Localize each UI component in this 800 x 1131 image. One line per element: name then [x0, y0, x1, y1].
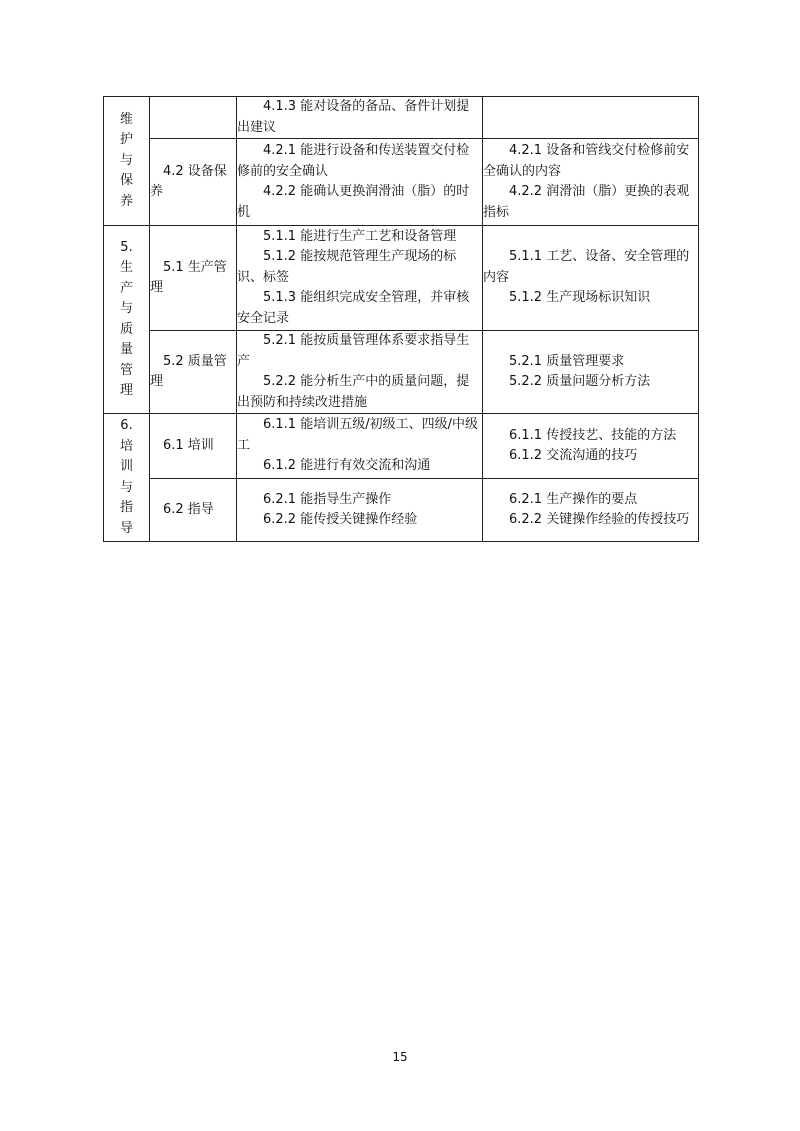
table-row [104, 414, 699, 479]
unit-cell [150, 97, 237, 139]
knowledge-item: 6.2.1 生产操作的要点 [509, 491, 638, 507]
knowledge-cell [483, 479, 699, 542]
knowledge-item: 5.2.2 质量问题分析方法 [509, 374, 651, 389]
skill-item: 4.2.2 能确认更换润滑油（脂）的时机 [237, 184, 470, 220]
unit-cell: 6.1 培训 [150, 414, 237, 479]
knowledge-item: 4.2.1 设备和管线交付检修前安全确认的内容 [483, 143, 690, 179]
knowledge-item: 6.1.1 传授技艺、技能的方法 [509, 427, 677, 443]
page-number: 15 [392, 1050, 408, 1064]
table-row [104, 226, 699, 331]
skill-item: 6.1.2 能进行有效交流和沟通 [263, 458, 431, 474]
skill-item: 5.1.1 能进行生产工艺和设备管理 [263, 228, 457, 244]
knowledge-item: 5.1.1 工艺、设备、安全管理的内容 [483, 249, 690, 285]
skill-cell [237, 226, 483, 331]
domain-cell: 维 护 与 保 养 [104, 97, 150, 226]
skill-item: 4.2.1 能进行设备和传送装置交付检修前的安全确认 [237, 143, 470, 179]
knowledge-item: 5.1.2 生产现场标识知识 [509, 290, 651, 306]
skill-item: 5.1.2 能按规范管理生产现场的标识、标签 [237, 249, 457, 285]
knowledge-item: 6.2.2 关键操作经验的传授技巧 [509, 512, 690, 527]
skill-item: 5.2.2 能分析生产中的质量问题，提出预防和持续改进措施 [237, 374, 470, 410]
knowledge-cell [483, 97, 699, 139]
unit-cell: 6.2 指导 [150, 479, 237, 542]
knowledge-item: 5.2.1 质量管理要求 [509, 353, 625, 369]
table-row [104, 331, 699, 414]
unit-cell: 5.2 质量管理 [150, 331, 237, 414]
knowledge-item: 4.2.2 润滑油（脂）更换的表观指标 [483, 184, 690, 220]
skill-item: 6.2.1 能指导生产操作 [263, 491, 392, 507]
knowledge-cell [483, 226, 699, 331]
unit-cell: 4.2 设备保养 [150, 139, 237, 226]
table-row [104, 479, 699, 542]
domain-cell: 5. 生 产 与 质 量 管 理 [104, 226, 150, 414]
skill-item: 5.2.1 能按质量管理体系要求指导生产 [237, 333, 470, 369]
skill-item: 4.1.3 能对设备的备品、备件计划提出建议 [237, 99, 470, 135]
skill-cell [237, 479, 483, 542]
skill-item: 6.1.1 能培训五级/初级工、四级/中级工 [237, 417, 478, 453]
domain-cell: 6. 培 训 与 指 导 [104, 414, 150, 542]
skills-table-body [104, 97, 699, 542]
skills-table [103, 96, 699, 542]
skill-cell [237, 97, 483, 139]
skill-cell [237, 414, 483, 479]
skill-item: 6.2.2 能传授关键操作经验 [263, 512, 418, 527]
skill-item: 5.1.3 能组织完成安全管理，并审核安全记录 [237, 290, 470, 326]
table-row [104, 97, 699, 139]
knowledge-cell [483, 139, 699, 226]
table-row [104, 139, 699, 226]
knowledge-cell [483, 414, 699, 479]
skill-cell [237, 331, 483, 414]
unit-cell: 5.1 生产管理 [150, 226, 237, 331]
skill-cell [237, 139, 483, 226]
knowledge-cell [483, 331, 699, 414]
knowledge-item: 6.1.2 交流沟通的技巧 [509, 448, 638, 463]
